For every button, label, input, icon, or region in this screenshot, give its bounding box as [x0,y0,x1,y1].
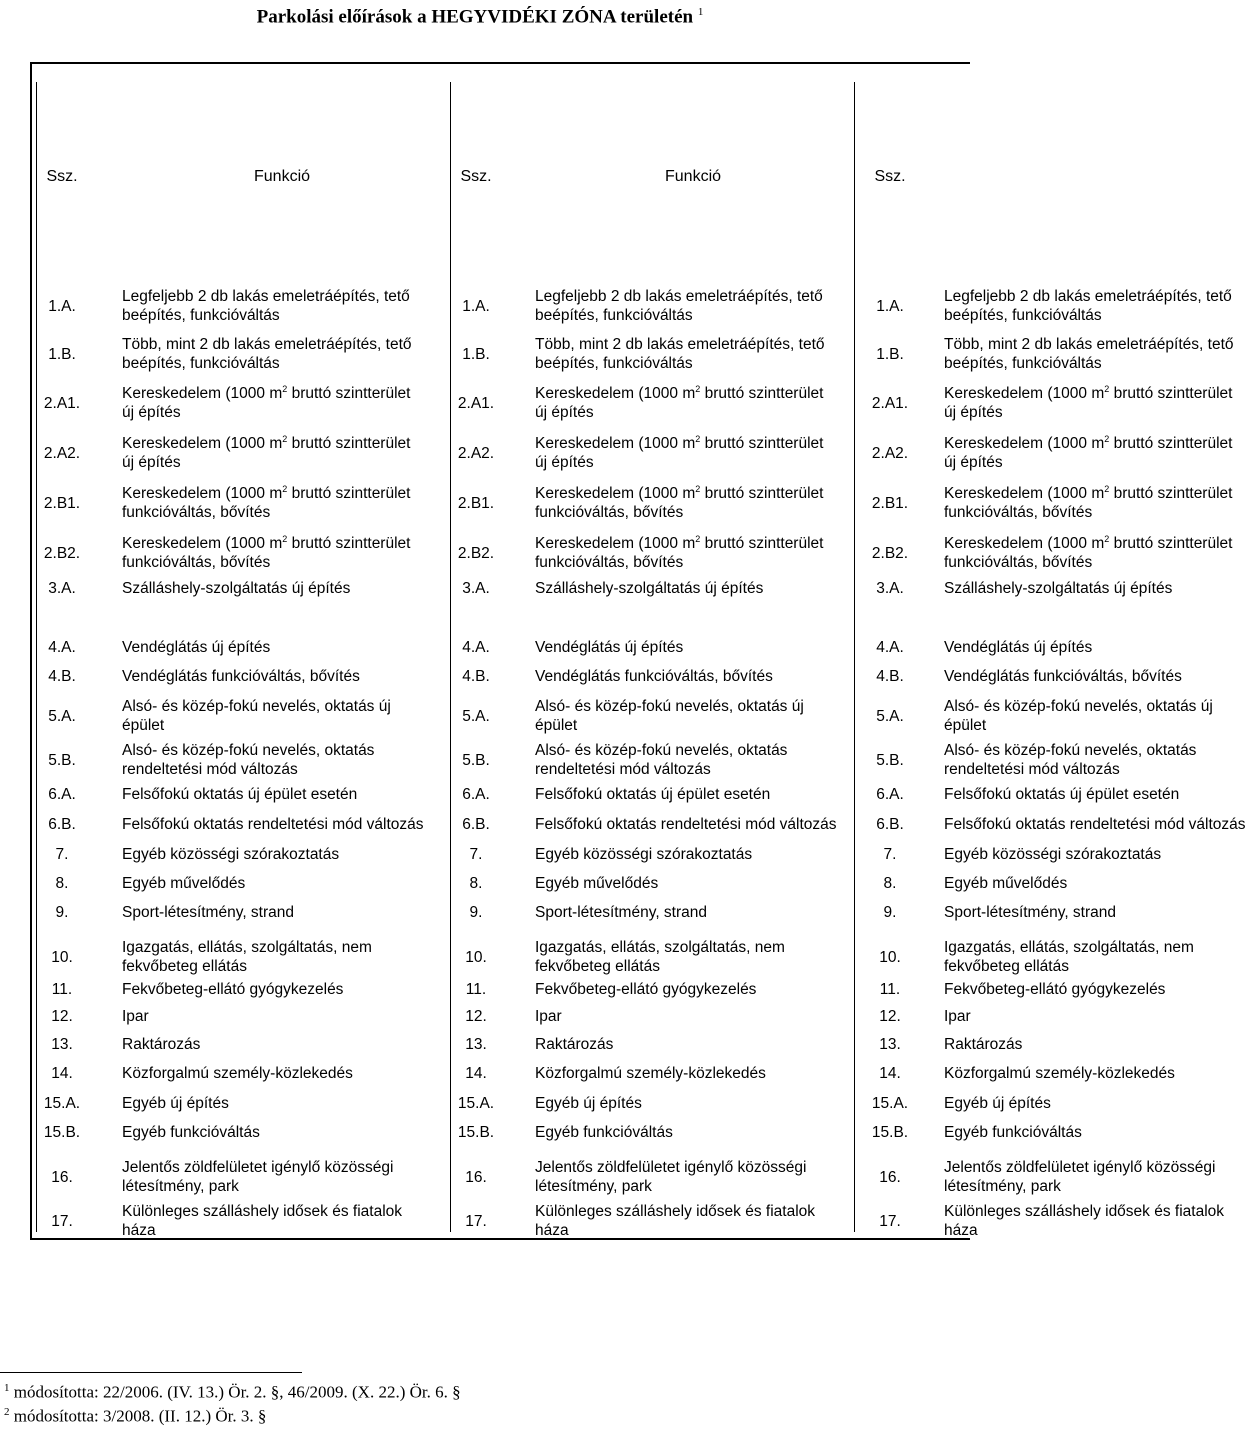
function-label [535,903,841,922]
function-line-1: Legfeljebb 2 db lakás emeletráépítés, tető [944,288,1232,305]
function-label [535,1158,841,1196]
function-line-1-rest: bruttó szintterület [1109,535,1233,552]
function-label [122,741,428,779]
row-number: 8. [883,875,897,892]
function-label [944,287,1232,325]
function-line-1: Sport-létesítmény, strand [122,904,295,921]
function-label [944,1064,1175,1083]
function-label [535,1007,841,1026]
function-label [122,1094,428,1113]
function-line-1: Kereskedelem (1000 m [535,435,696,452]
row-number: 3.A. [462,580,490,597]
function-label [944,433,1233,472]
superscript-2: 2 [695,383,701,394]
function-line-1-rest: bruttó szintterület [700,435,824,452]
row-number: 15.B. [871,1124,909,1141]
function-line-2: háza [944,1222,978,1239]
function-line-1: Egyéb új építés [122,1095,229,1112]
function-label [535,1094,841,1113]
row-number: 13. [51,1036,73,1053]
function-label [122,1007,428,1026]
function-line-1: Kereskedelem (1000 m [122,535,283,552]
function-label [535,938,841,976]
row-number: 15.B. [457,1124,495,1141]
superscript-2: 2 [282,383,288,394]
function-label [944,335,1234,373]
function-line-1: Jelentős zöldfelületet igénylő közösségi [535,1159,807,1176]
function-label [535,874,841,893]
row-number: 6.A. [48,786,76,803]
row-number: 16. [465,1169,487,1186]
row-number: 3.A. [876,580,904,597]
function-label [944,667,1182,686]
function-line-1: Jelentős zöldfelületet igénylő közösségi [122,1159,394,1176]
function-label [535,484,841,522]
row-number: 9. [883,904,897,921]
function-line-1: Alsó- és közép-fokú nevelés, oktatás [944,742,1197,759]
function-line-2: funkcióváltás, bővítés [535,554,684,571]
function-line-1: Különleges szálláshely idősek és fiatalok [944,1203,1225,1220]
row-number: 1.A. [876,298,904,315]
row-number: 2.A1. [43,395,81,412]
function-label [944,1123,1082,1142]
function-line-1-rest: bruttó szintterület [1109,385,1233,402]
row-number: 2.B2. [457,545,495,562]
row-number: 6.B. [48,816,76,833]
row-number: 10. [879,949,901,966]
footnote-text: módosította: 22/2006. (IV. 13.) Ör. 2. §, 46/2009. (X. 22.) Ör. 6. § [13,1382,461,1402]
function-label [122,638,428,657]
row-number: 2.B2. [43,545,81,562]
superscript-2: 2 [282,483,288,494]
footnote-number: 2 [4,1406,10,1418]
function-line-1: Ipar [122,1008,149,1025]
function-label [122,434,428,472]
row-number: 11. [51,981,73,998]
function-line-1: Fekvőbeteg-ellátó gyógykezelés [944,981,1166,998]
function-label [944,741,1197,779]
function-line-1: Vendéglátás funkcióváltás, bővítés [944,668,1182,685]
function-line-2: új építés [122,404,181,421]
function-line-1: Igazgatás, ellátás, szolgáltatás, nem [535,939,785,956]
function-line-1: Kereskedelem (1000 m [535,385,696,402]
row-number: 6.B. [876,816,904,833]
function-line-2: funkcióváltás, bővítés [944,504,1093,521]
function-line-1: Kereskedelem (1000 m [122,485,283,502]
row-number: 3.A. [48,580,76,597]
function-line-1-rest: bruttó szintterület [700,385,824,402]
row-number: 2.A1. [871,395,909,412]
row-number: 2.A2. [43,445,81,462]
function-label [944,1202,1225,1240]
row-number: 2.B1. [43,495,81,512]
function-line-1: Felsőfokú oktatás új épület esetén [122,786,358,803]
function-label [535,1123,841,1142]
function-line-1: Kereskedelem (1000 m [535,535,696,552]
function-line-1: Legfeljebb 2 db lakás emeletráépítés, tető [122,288,410,305]
row-number: 8. [469,875,483,892]
function-line-2: épület [535,717,578,734]
function-label [944,874,1068,893]
function-line-1: Fekvőbeteg-ellátó gyógykezelés [122,981,344,998]
superscript-2: 2 [1104,383,1110,394]
page-title: Parkolási előírások a HEGYVIDÉKI ZÓNA területén $^1$ [256,6,704,28]
row-number: 5.B. [462,752,490,769]
function-line-2: új építés [944,404,1003,421]
function-line-1: Felsőfokú oktatás rendeltetési mód változás [535,816,837,833]
function-line-2: rendeltetési mód változás [944,761,1120,778]
row-number: 16. [51,1169,73,1186]
function-line-2: rendeltetési mód változás [535,761,711,778]
row-number: 1.B. [462,346,490,363]
function-label [535,434,841,472]
superscript-2: 2 [1104,433,1110,444]
function-line-1: Kereskedelem (1000 m [535,485,696,502]
function-line-1: Felsőfokú oktatás rendeltetési mód változás [944,816,1246,833]
function-line-1: Több, mint 2 db lakás emeletráépítés, tető [122,336,412,353]
function-line-2: rendeltetési mód változás [122,761,298,778]
function-label [122,903,428,922]
row-number: 15.A. [43,1095,81,1112]
function-line-2: háza [122,1222,156,1239]
function-line-1: Szálláshely-szolgáltatás új építés [122,580,351,597]
function-line-1: Alsó- és közép-fokú nevelés, oktatás új [122,698,391,715]
row-number: 6.A. [876,786,904,803]
row-number: 14. [51,1065,73,1082]
function-line-2: funkcióváltás, bővítés [122,554,271,571]
row-number: 1.B. [48,346,76,363]
function-label [944,1094,1051,1113]
function-line-1: Kereskedelem (1000 m [944,535,1105,552]
function-line-1-rest: bruttó szintterület [287,485,411,502]
footnote [4,1382,461,1403]
function-line-2: beépítés, funkcióváltás [122,307,280,324]
footnote [4,1406,266,1427]
function-line-1: Vendéglátás funkcióváltás, bővítés [122,668,360,685]
function-label [535,741,841,779]
function-label [535,287,841,325]
row-number: 5.B. [876,752,904,769]
function-line-2: épület [122,717,165,734]
function-label [944,383,1233,422]
function-line-1: Felsőfokú oktatás új épület esetén [944,786,1180,803]
superscript-2: 2 [695,433,701,444]
function-label [944,980,1166,999]
superscript-2: 2 [695,533,701,544]
function-line-1: Egyéb művelődés [535,875,659,892]
function-line-1: Egyéb közösségi szórakoztatás [122,846,340,863]
function-label [122,697,428,735]
function-line-1: Vendéglátás funkcióváltás, bővítés [535,668,773,685]
row-number: 1.A. [48,298,76,315]
function-label [122,1158,428,1196]
function-label [535,1202,841,1240]
function-label [535,1035,841,1054]
function-label [122,287,428,325]
function-line-1: Raktározás [944,1036,1023,1053]
row-number: 11. [465,981,487,998]
row-number: 10. [465,949,487,966]
function-label [944,845,1162,864]
function-line-1: Alsó- és közép-fokú nevelés, oktatás új [535,698,804,715]
function-label [944,533,1233,572]
function-line-1: Közforgalmú személy-közlekedés [535,1065,766,1082]
function-label [122,484,428,522]
superscript-2: 2 [282,533,288,544]
row-number: 2.A2. [457,445,495,462]
function-line-2: beépítés, funkcióváltás [944,355,1102,372]
row-number: 12. [879,1008,901,1025]
function-line-2: új építés [535,454,594,471]
function-line-1-rest: bruttó szintterület [1109,485,1233,502]
function-line-1: Vendéglátás új építés [122,639,271,656]
header-funkcio: Funkció [665,168,722,185]
function-label [535,638,841,657]
row-number: 17. [465,1213,487,1230]
function-label [944,938,1194,976]
function-line-2: új építés [535,404,594,421]
row-number: 4.A. [876,639,904,656]
header-ssz: Ssz. [874,168,906,185]
footnote-text: módosította: 3/2008. (II. 12.) Ör. 3. § [13,1406,267,1426]
function-line-1: Szálláshely-szolgáltatás új építés [944,580,1173,597]
function-line-1: Alsó- és közép-fokú nevelés, oktatás új [944,698,1213,715]
function-label [122,579,428,598]
function-line-1-rest: bruttó szintterület [287,435,411,452]
footnote-divider [0,1372,302,1373]
row-number: 13. [465,1036,487,1053]
function-label [535,785,841,804]
function-line-2: létesítmény, park [122,1178,239,1195]
function-line-1: Felsőfokú oktatás rendeltetési mód változás [122,816,424,833]
function-line-1-rest: bruttó szintterület [700,535,824,552]
row-number: 15.B. [43,1124,81,1141]
function-line-1: Kereskedelem (1000 m [944,435,1105,452]
superscript-2: 2 [1104,483,1110,494]
function-label [535,667,841,686]
row-number: 2.B1. [871,495,909,512]
function-label [535,1064,841,1083]
function-line-1: Igazgatás, ellátás, szolgáltatás, nem [122,939,372,956]
function-line-1: Vendéglátás új építés [535,639,684,656]
row-number: 2.A1. [457,395,495,412]
function-line-2: új építés [122,454,181,471]
row-number: 7. [469,846,483,863]
row-number: 6.A. [462,786,490,803]
function-line-1-rest: bruttó szintterület [1109,435,1233,452]
function-line-1: Kereskedelem (1000 m [944,385,1105,402]
function-line-2: létesítmény, park [944,1178,1061,1195]
row-number: 5.B. [48,752,76,769]
row-number: 17. [879,1213,901,1230]
row-number: 12. [465,1008,487,1025]
function-line-2: fekvőbeteg ellátás [535,958,660,975]
function-line-1: Alsó- és közép-fokú nevelés, oktatás [122,742,375,759]
row-number: 4.B. [462,668,490,685]
function-label [122,938,428,976]
function-label [944,903,1117,922]
function-line-2: beépítés, funkcióváltás [122,355,280,372]
superscript-2: 2 [282,433,288,444]
function-line-2: funkcióváltás, bővítés [535,504,684,521]
function-line-2: háza [535,1222,569,1239]
superscript-2: 2 [1104,533,1110,544]
row-number: 14. [879,1065,901,1082]
function-label [122,874,428,893]
footnote-ref: 1 [697,6,704,18]
function-line-2: beépítés, funkcióváltás [535,307,693,324]
row-number: 9. [469,904,483,921]
function-line-1: Legfeljebb 2 db lakás emeletráépítés, tető [535,288,823,305]
function-label [122,1035,428,1054]
row-number: 5.A. [48,708,76,725]
function-label [944,785,1180,804]
row-number: 5.A. [876,708,904,725]
function-label [122,384,428,422]
function-line-1: Közforgalmú személy-közlekedés [944,1065,1175,1082]
function-label [944,1158,1216,1196]
function-line-2: beépítés, funkcióváltás [535,355,693,372]
row-number: 11. [879,981,901,998]
function-line-1: Egyéb funkcióváltás [944,1124,1082,1141]
row-number: 1.A. [462,298,490,315]
row-number: 15.A. [871,1095,909,1112]
row-number: 13. [879,1036,901,1053]
row-number: 16. [879,1169,901,1186]
function-label [122,534,428,572]
row-number: 4.A. [462,639,490,656]
function-line-2: funkcióváltás, bővítés [944,554,1093,571]
function-line-1-rest: bruttó szintterület [287,535,411,552]
function-line-1: Sport-létesítmény, strand [944,904,1117,921]
function-label [535,697,841,735]
function-line-1: Egyéb új építés [535,1095,642,1112]
row-number: 15.A. [457,1095,495,1112]
row-number: 2.A2. [871,445,909,462]
function-label [122,335,428,373]
function-label [122,1202,428,1240]
header-ssz: Ssz. [460,168,492,185]
function-line-2: fekvőbeteg ellátás [944,958,1069,975]
function-label [122,845,428,864]
function-label [944,1035,1023,1054]
column-block [36,82,38,1232]
header-ssz: Ssz. [46,168,78,185]
function-line-1: Kereskedelem (1000 m [122,385,283,402]
row-number: 8. [55,875,69,892]
function-label [944,1007,971,1026]
function-line-1: Raktározás [535,1036,614,1053]
function-line-1: Közforgalmú személy-közlekedés [122,1065,353,1082]
function-label [122,1064,428,1083]
row-number: 6.B. [462,816,490,833]
header-funkcio: Funkció [254,168,311,185]
row-number: 4.A. [48,639,76,656]
function-line-1: Igazgatás, ellátás, szolgáltatás, nem [944,939,1194,956]
function-line-1: Raktározás [122,1036,201,1053]
footnote-number: 1 [4,1382,10,1394]
function-line-1: Felsőfokú oktatás új épület esetén [535,786,771,803]
function-label [535,815,841,834]
row-number: 4.B. [876,668,904,685]
row-number: 1.B. [876,346,904,363]
row-number: 2.B2. [871,545,909,562]
function-line-1: Kereskedelem (1000 m [944,485,1105,502]
function-label [944,638,1093,657]
function-line-1: Sport-létesítmény, strand [535,904,708,921]
function-label [944,697,1213,735]
row-number: 14. [465,1065,487,1082]
function-label [535,845,841,864]
function-line-1: Egyéb közösségi szórakoztatás [944,846,1162,863]
function-label [122,815,428,834]
function-label [122,980,428,999]
column-block [854,82,856,1232]
column-block [450,82,452,1232]
function-line-2: létesítmény, park [535,1178,652,1195]
function-line-1: Különleges szálláshely idősek és fiatalok [122,1203,403,1220]
function-label [122,785,428,804]
function-line-1: Egyéb funkcióváltás [122,1124,260,1141]
row-number: 5.A. [462,708,490,725]
function-label [944,579,1173,598]
function-label [535,384,841,422]
function-line-1: Alsó- és közép-fokú nevelés, oktatás [535,742,788,759]
function-line-1-rest: bruttó szintterület [700,485,824,502]
row-number: 9. [55,904,69,921]
function-line-1: Egyéb művelődés [944,875,1068,892]
function-label [122,1123,428,1142]
function-label [944,483,1233,522]
function-line-1: Ipar [944,1008,971,1025]
row-number: 7. [883,846,897,863]
row-number: 2.B1. [457,495,495,512]
function-line-1: Szálláshely-szolgáltatás új építés [535,580,764,597]
function-line-1: Egyéb új építés [944,1095,1051,1112]
function-line-1: Több, mint 2 db lakás emeletráépítés, tető [944,336,1234,353]
function-label [535,335,841,373]
row-number: 12. [51,1008,73,1025]
function-line-1: Több, mint 2 db lakás emeletráépítés, tető [535,336,825,353]
function-line-1: Kereskedelem (1000 m [122,435,283,452]
function-line-1: Egyéb funkcióváltás [535,1124,673,1141]
function-line-2: új építés [944,454,1003,471]
function-line-2: beépítés, funkcióváltás [944,307,1102,324]
function-line-1: Különleges szálláshely idősek és fiatalok [535,1203,816,1220]
function-label [535,534,841,572]
function-label [944,815,1246,834]
function-label [122,667,428,686]
function-line-2: épület [944,717,987,734]
function-line-1: Fekvőbeteg-ellátó gyógykezelés [535,981,757,998]
function-line-2: fekvőbeteg ellátás [122,958,247,975]
function-line-1: Egyéb közösségi szórakoztatás [535,846,753,863]
function-line-1: Jelentős zöldfelületet igénylő közösségi [944,1159,1216,1176]
function-line-1: Egyéb művelődés [122,875,246,892]
row-number: 4.B. [48,668,76,685]
row-number: 10. [51,949,73,966]
function-label [535,579,841,598]
function-line-1: Vendéglátás új építés [944,639,1093,656]
function-label [535,980,841,999]
function-line-1-rest: bruttó szintterület [287,385,411,402]
superscript-2: 2 [695,483,701,494]
row-number: 17. [51,1213,73,1230]
function-line-2: funkcióváltás, bővítés [122,504,271,521]
row-number: 7. [55,846,69,863]
function-line-1: Ipar [535,1008,562,1025]
